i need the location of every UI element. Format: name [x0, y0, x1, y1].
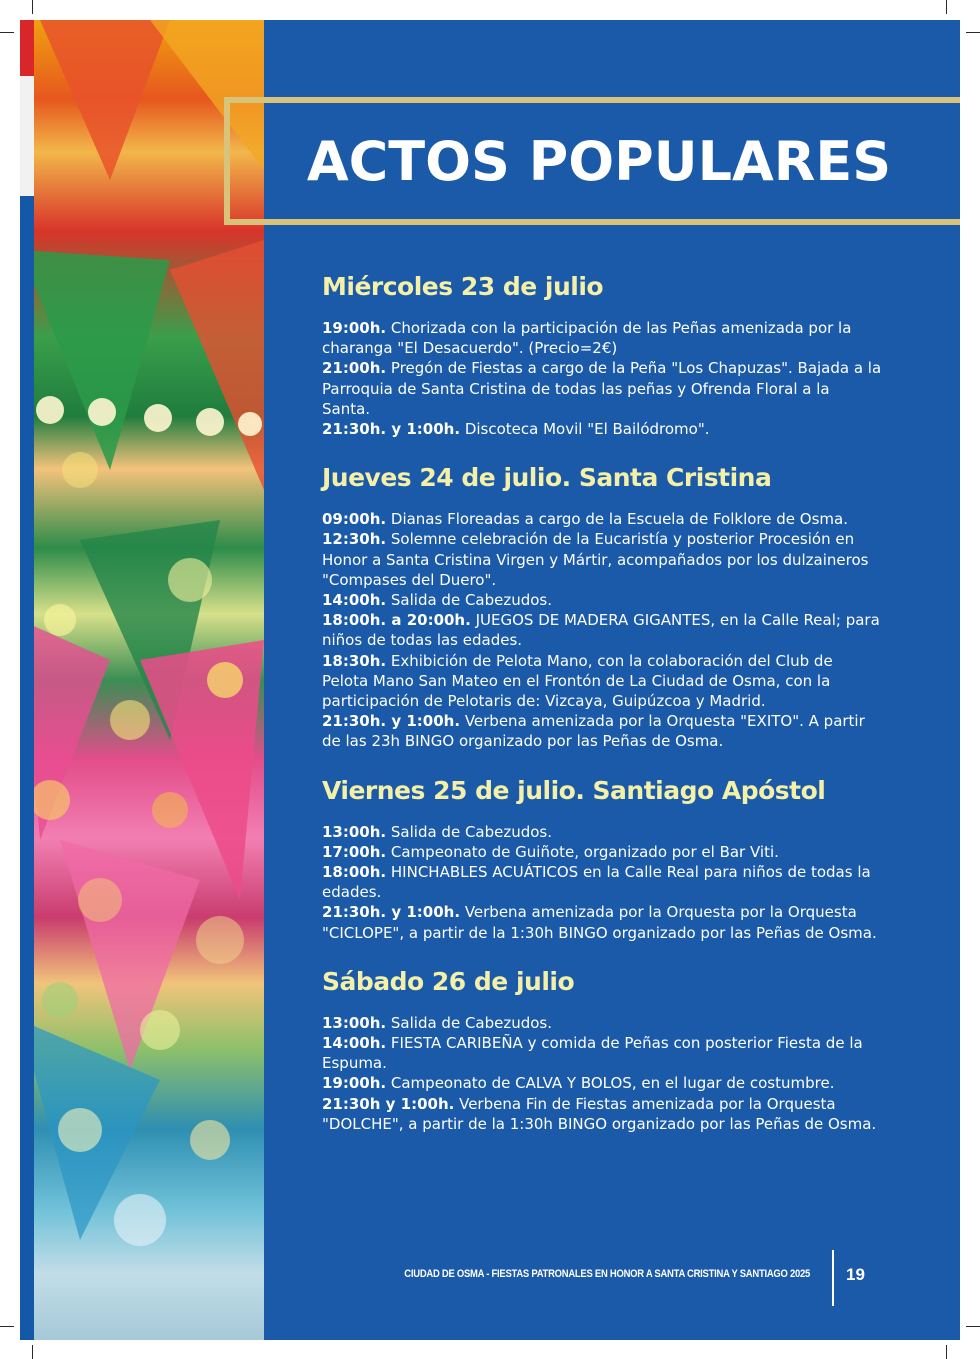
schedule: [322, 270, 882, 1156]
crop-mark: [32, 1345, 33, 1359]
event-time: 18:30h.: [322, 651, 387, 670]
event-time: 14:00h.: [322, 591, 387, 610]
event-text: JUEGOS DE MADERA GIGANTES, en la Calle Real; para niños de todas las edades.: [322, 611, 880, 650]
event-text: Pregón de Fiestas a cargo de la Peña "Los Chapuzas". Bajada a la Parroquia de Santa Cristina de todas las peñas y Ofrenda Floral a la Santa.: [322, 359, 882, 418]
event-text: Salida de Cabezudos.: [386, 591, 553, 610]
event-time: 21:30h. y 1:00h.: [322, 712, 461, 731]
page-number: 19: [846, 1265, 865, 1284]
event-text: HINCHABLES ACUÁTICOS en la Calle Real para niños de todas la edades.: [322, 863, 871, 902]
footer-divider: [832, 1250, 834, 1306]
day-heading: Sábado 26 de julio: [322, 966, 575, 996]
event-time: 19:00h.: [322, 1074, 387, 1093]
event-entry: [322, 1013, 882, 1033]
day-section-saturday: [322, 965, 882, 1134]
event-text: Exhibición de Pelota Mano, con la colaboración del Club de Pelota Mano San Mateo en el Frontón de La Ciudad de Osma, con la participación de Pelotaris de: Vizcaya, Guipúzcoa y Madrid.: [322, 651, 833, 711]
left-blue-edge: [20, 20, 34, 1340]
day-heading: Viernes 25 de julio. Santiago Apóstol: [322, 775, 826, 805]
event-text: Chorizada con la participación de las Peñas amenizada por la charanga "El Desacuerdo". (Precio=2€): [322, 319, 852, 358]
event-text: Discoteca Movil "El Bailódromo".: [460, 420, 710, 439]
event-time: 12:30h.: [322, 530, 387, 549]
event-text: FIESTA CARIBEÑA y comida de Peñas con posterior Fiesta de la Espuma.: [322, 1034, 863, 1073]
event-time: 13:00h.: [322, 1013, 387, 1032]
event-entry: [322, 1033, 882, 1073]
event-entry: [322, 610, 882, 650]
crop-mark: [32, 0, 33, 14]
event-entry: [322, 318, 882, 358]
event-entry: [322, 509, 882, 529]
event-entry: [322, 822, 882, 842]
event-text: Campeonato de Guiñote, organizado por el Bar Viti.: [386, 842, 779, 861]
crop-mark: [966, 32, 980, 33]
crop-mark: [966, 1326, 980, 1327]
footer-caption: CIUDAD DE OSMA - FIESTAS PATRONALES EN HONOR A SANTA CRISTINA Y SANTIAGO 2025: [404, 1268, 810, 1280]
event-time: 17:00h.: [322, 842, 387, 861]
event-time: 18:00h.: [322, 863, 387, 882]
crop-mark: [0, 32, 14, 33]
event-entry: [322, 862, 882, 902]
day-section-thursday: [322, 461, 882, 751]
left-red-edge: [20, 20, 34, 76]
event-text: Solemne celebración de la Eucaristía y posterior Procesión en Honor a Santa Cristina Virgen y Mártir, acompañados por los dulzaineros "Compases del Duero".: [322, 530, 869, 589]
event-entry: [322, 842, 882, 862]
event-text: Verbena amenizada por la Orquesta por la Orquesta "CICLOPE", a partir de la 1:30h BINGO organizado por las Peñas de Osma.: [322, 903, 877, 942]
page-title: ACTOS POPULARES: [306, 130, 892, 193]
crop-mark: [946, 0, 947, 14]
event-time: 21:30h y 1:00h.: [322, 1094, 455, 1113]
day-heading: Miércoles 23 de julio: [322, 272, 604, 301]
event-text: Verbena amenizada por la Orquesta "EXITO". A partir de las 23h BINGO organizado por las Peñas de Osma.: [322, 712, 865, 751]
event-time: 09:00h.: [322, 510, 387, 529]
day-section-wednesday: [322, 270, 882, 439]
crop-mark: [946, 1345, 947, 1359]
event-entry: [322, 1094, 882, 1134]
event-entry: [322, 590, 882, 610]
event-entry: [322, 358, 882, 419]
event-time: 21:00h.: [322, 359, 387, 378]
event-time: 14:00h.: [322, 1034, 387, 1053]
event-text: Dianas Floreadas a cargo de la Escuela de Folklore de Osma.: [386, 510, 848, 529]
event-entry: [322, 1073, 882, 1093]
left-white-edge: [20, 76, 34, 196]
event-entry: [322, 711, 882, 751]
event-time: 21:30h. y 1:00h.: [322, 903, 461, 922]
day-heading: Jueves 24 de julio. Santa Cristina: [322, 463, 772, 493]
event-text: Campeonato de CALVA Y BOLOS, en el lugar de costumbre.: [386, 1074, 835, 1093]
event-entry: [322, 419, 882, 439]
event-entry: [322, 651, 882, 712]
event-entry: [322, 902, 882, 942]
event-text: Salida de Cabezudos.: [386, 822, 553, 841]
event-time: 18:00h. a 20:00h.: [322, 611, 471, 630]
day-section-friday: [322, 774, 882, 943]
event-time: 13:00h.: [322, 822, 387, 841]
crop-mark: [0, 1326, 14, 1327]
event-entry: [322, 529, 882, 590]
event-text: Salida de Cabezudos.: [386, 1013, 553, 1032]
event-time: 19:00h.: [322, 319, 387, 337]
event-text: Verbena Fin de Fiestas amenizada por la Orquesta "DOLCHE", a partir de la 1:30h BINGO organizado por las Peñas de Osma.: [322, 1094, 877, 1133]
event-time: 21:30h. y 1:00h.: [322, 420, 461, 439]
